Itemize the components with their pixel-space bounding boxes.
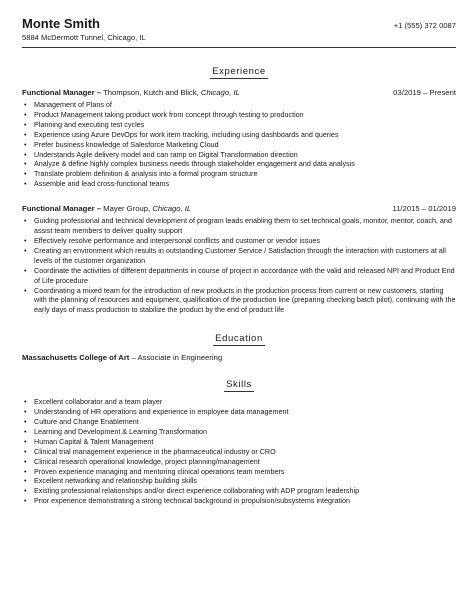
list-item: • Excellent collaborator and a team player [22, 397, 456, 407]
job-responsibilities [22, 100, 456, 189]
list-item: • Human Capital & Talent Management [22, 437, 456, 447]
job-location: Chicago, IL [152, 204, 192, 214]
education-degree: – Associate in Engineering [129, 353, 223, 363]
job-title: Functional Manager – [22, 88, 102, 97]
list-item: • Understands Agile delivery model and can ramp on Digital Transformation direction [22, 150, 456, 160]
list-item: • Prior experience demonstrating a strong technical background in propulsion/subsystems integration [22, 496, 456, 506]
list-item: • Understanding of HR operations and experience in employee data management [22, 407, 456, 417]
list-item: • Learning and Development & Learning Transformation [22, 427, 456, 437]
candidate-address: 5884 McDermott Tunnel, Chicago, IL [22, 33, 146, 42]
job-header [22, 204, 456, 214]
list-item: • Management of Plans of [22, 100, 456, 110]
education-school: Massachusetts College of Art [22, 353, 130, 363]
list-item: • Product Management taking product work from concept through testing to production [22, 110, 456, 120]
list-item: • Coordinating a mixed team for the introduction of new products in the production process from current or new customers, starting with the planning of resources and equipment, qualification of the production line (preparing checking batch pilot), continuing with the early days of mass production to stabilize the product by the end of product life [22, 286, 456, 316]
skills-heading: Skills [226, 379, 252, 391]
education-heading: Education [215, 333, 263, 345]
list-item: • Clinical research operational knowledge, project planning/management [22, 457, 456, 467]
job-header [22, 88, 456, 98]
list-item: • Assemble and lead cross-functional teams [22, 179, 456, 189]
list-item: • Prefer business knowledge of Salesforce Marketing Cloud [22, 140, 456, 150]
list-item: • Existing professional relationships and/or direct experience collaborating with ADP program leadership [22, 486, 456, 496]
list-item: • Creating an environment which results in outstanding Customer Service / Satisfaction through the interaction with customers at all levels of the customer organization [22, 246, 456, 266]
job-title: Functional Manager – [22, 204, 102, 214]
job-entry [22, 88, 456, 189]
list-item: • Guiding professional and technical development of program leads enabling them to set technical goals, monitor, mentor, coach, and assist team members to deliver quality support [22, 216, 456, 236]
skills-list [22, 397, 456, 506]
job-dates: 03/2019 – Present [393, 88, 456, 97]
job-entry [22, 204, 456, 315]
resume-header [22, 16, 456, 43]
experience-heading: Experience [212, 66, 266, 77]
job-location: Chicago, IL [200, 88, 240, 97]
candidate-name: Monte Smith [22, 16, 100, 31]
list-item: • Effectively resolve performance and interpersonal conflicts and customer or vendor issues [22, 236, 456, 246]
job-company: Thompson, Kutch and Blick, [103, 88, 199, 97]
job-company: Mayer Group, [103, 204, 151, 214]
job-dates: 11/2015 – 01/2019 [392, 204, 456, 214]
list-item: • Coordinate the activities of different departments in course of project in accordance with the valid and released NPI and Product End of Life procedure [22, 266, 456, 286]
list-item: • Planning and executing test cycles [22, 120, 456, 130]
job-responsibilities [22, 216, 456, 315]
list-item: • Excellent networking and relationship building skills [22, 476, 456, 486]
list-item: • Proven experience managing and mentoring clinical operations team members [22, 467, 456, 477]
list-item: • Culture and Change Enablement [22, 417, 456, 427]
list-item: • Translate problem definition & analysis into a formal program structure [22, 169, 456, 179]
list-item: • Clinical trial management experience in the pharmaceutical industry or CRO [22, 447, 456, 457]
candidate-phone: +1 (555) 372 0087 [393, 21, 456, 30]
list-item: • Analyze & define highly complex business needs through stakeholder engagement and data analysis [22, 159, 456, 169]
contact-block [22, 16, 146, 43]
education-entry [22, 353, 456, 363]
list-item: • Experience using Azure DevOps for work item tracking, including using dashboards and queries [22, 130, 456, 140]
header-divider [22, 47, 456, 48]
